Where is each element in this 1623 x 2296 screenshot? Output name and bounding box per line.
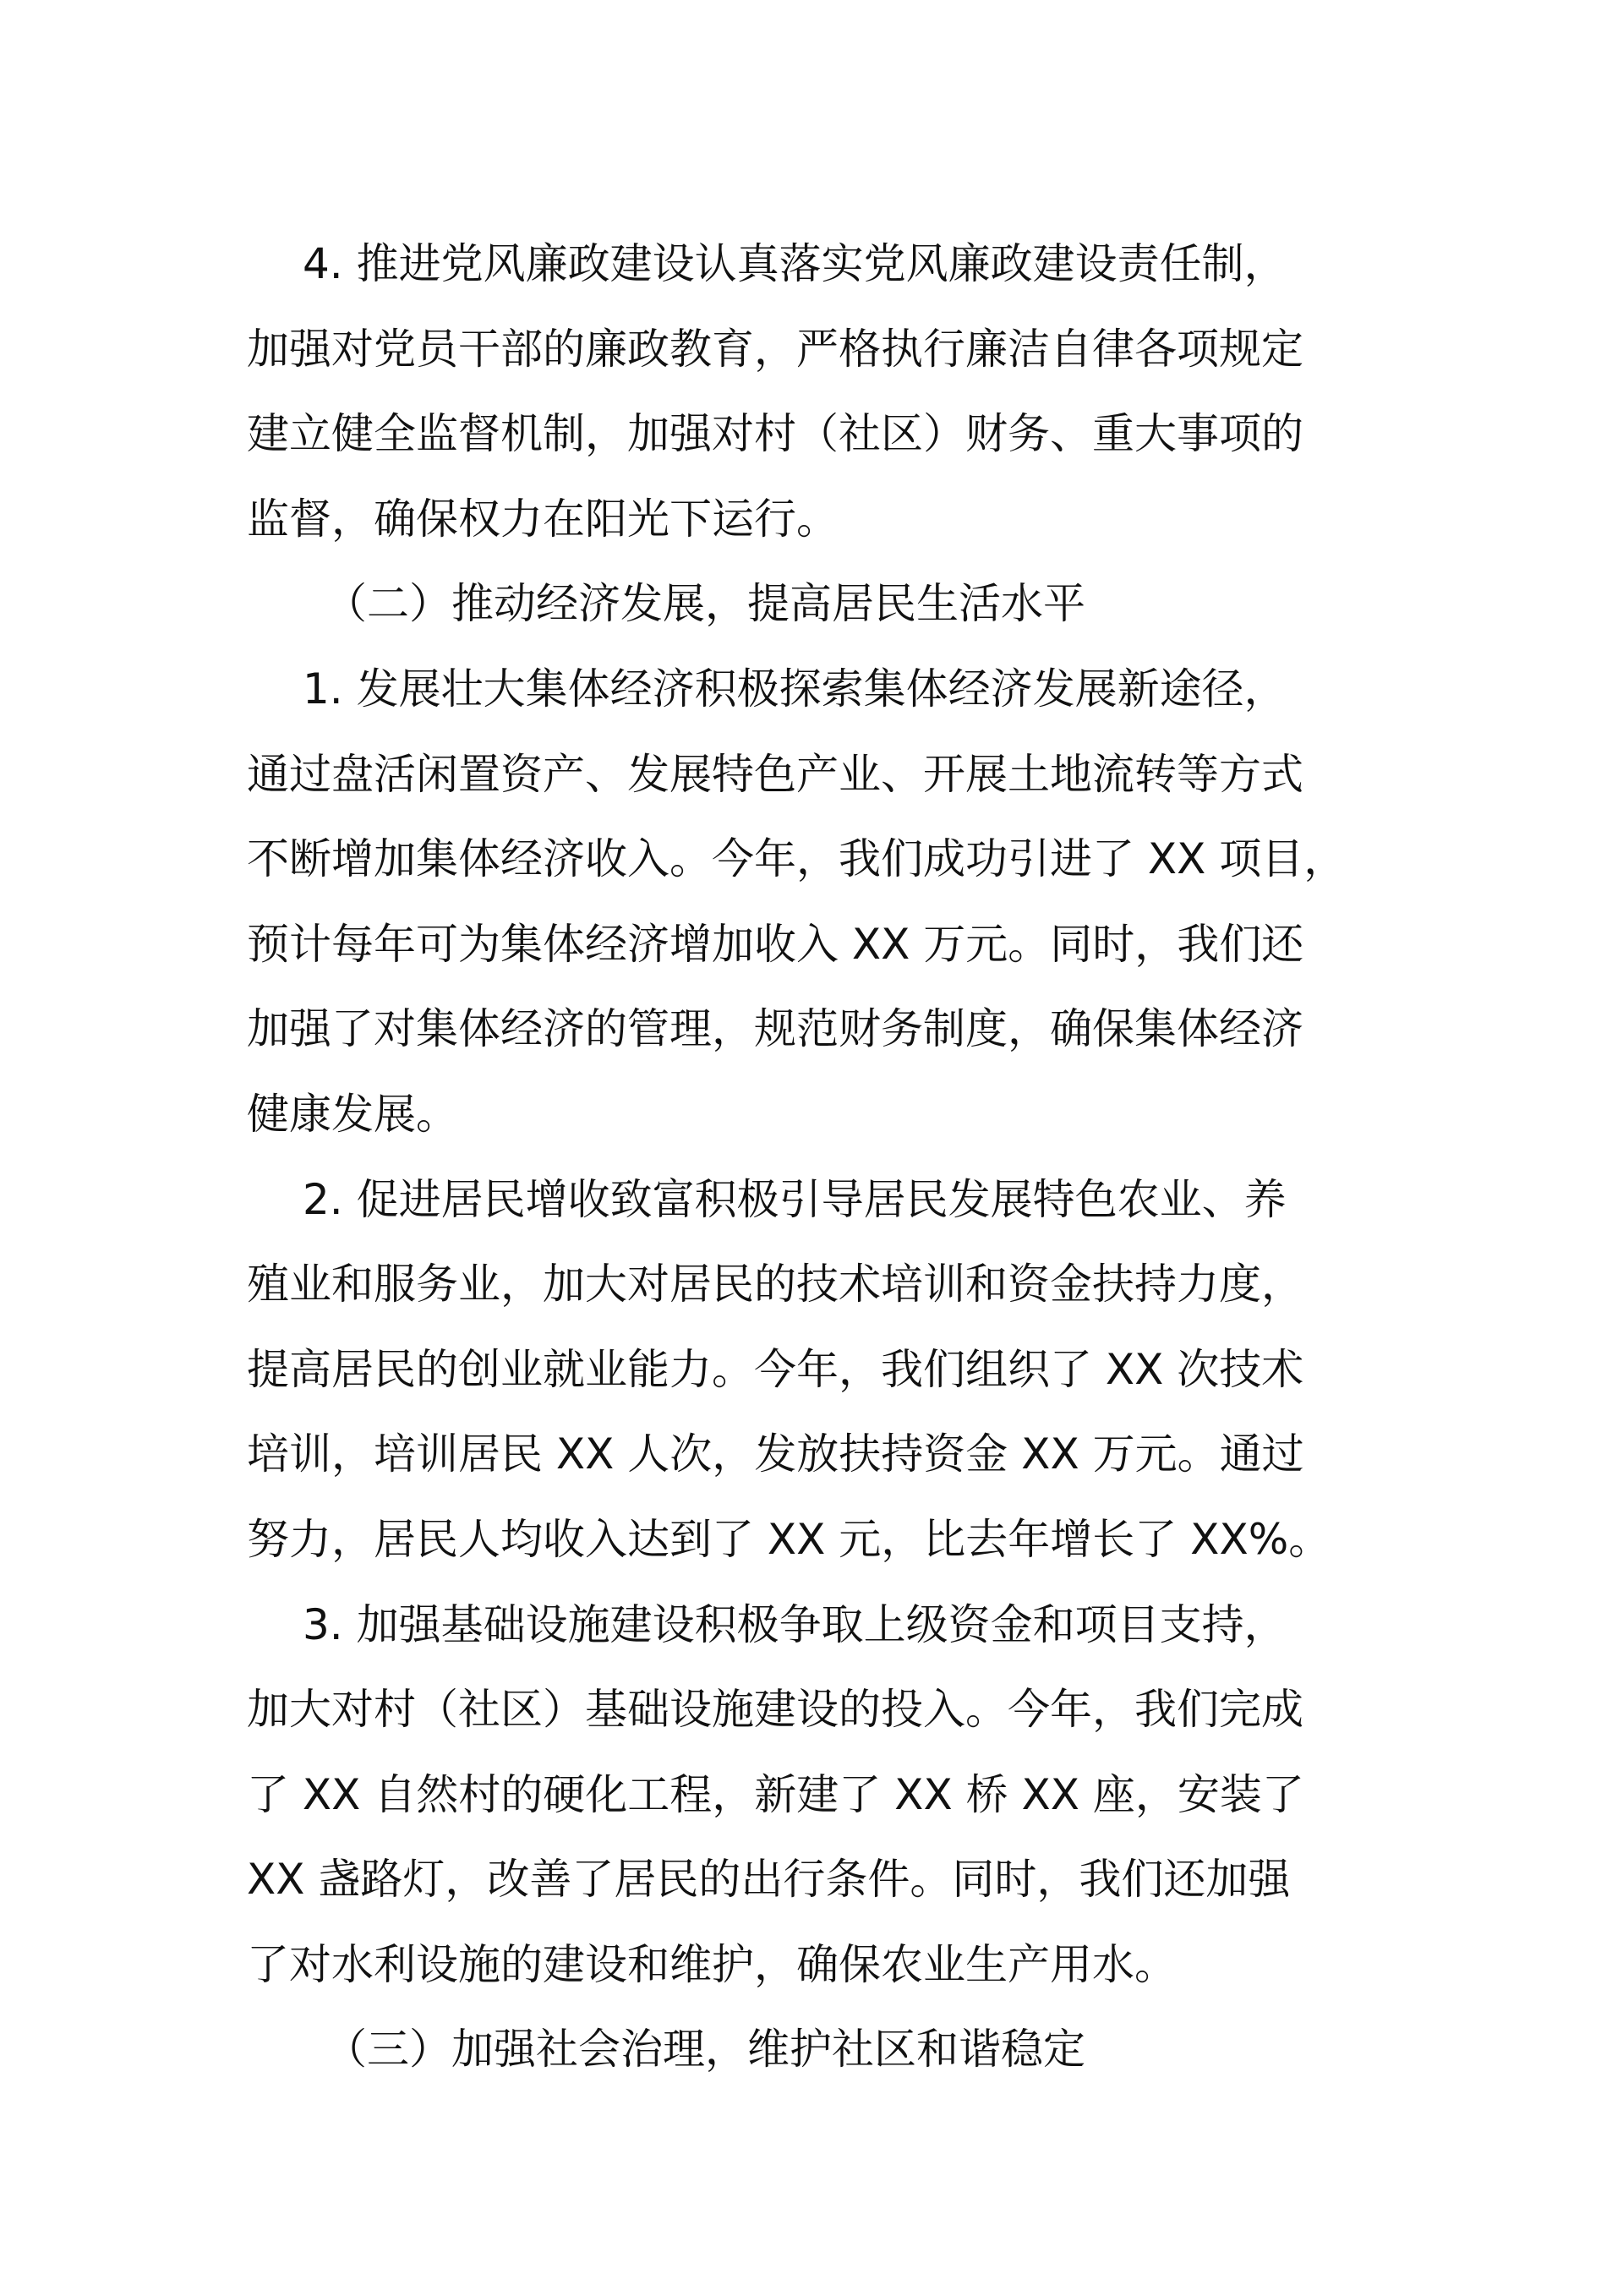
paragraph-line: 培训，培训居民 XX 人次，发放扶持资金 XX 万元。通过 — [247, 1430, 1304, 1479]
paragraph-line: 通过盘活闲置资产、发展特色产业、开展土地流转等方式 — [247, 749, 1303, 799]
paragraph-line: 了对水利设施的建设和维护，确保农业生产用水。 — [247, 1939, 1177, 1989]
paragraph-line: 加强了对集体经济的管理，规范财务制度，确保集体经济 — [247, 1004, 1303, 1054]
paragraph-line: 提高居民的创业就业能力。今年，我们组织了 XX 次技术 — [247, 1344, 1304, 1394]
paragraph-line: 监督，确保权力在阳光下运行。 — [247, 494, 839, 544]
paragraph-line: XX 盏路灯，改善了居民的出行条件。同时，我们还加强 — [247, 1855, 1291, 1905]
paragraph-line: 努力，居民人均收入达到了 XX 元，比去年增长了 XX%。 — [247, 1514, 1331, 1564]
paragraph-line: 了 XX 自然村的硬化工程，新建了 XX 桥 XX 座，安装了 — [247, 1769, 1304, 1819]
paragraph-line: 建立健全监督机制，加强对村（社区）财务、重大事项的 — [247, 409, 1303, 459]
paragraph-line: 1. 发展壮大集体经济积极探索集体经济发展新途径， — [303, 664, 1287, 713]
paragraph-line: 预计每年可为集体经济增加收入 XX 万元。同时，我们还 — [247, 919, 1304, 969]
paragraph-line: 不断增加集体经济收入。今年，我们成功引进了 XX 项目， — [247, 834, 1347, 884]
section-heading: （二）推动经济发展，提高居民生活水平 — [325, 579, 1085, 629]
document-body — [247, 221, 1405, 2092]
paragraph-line: 加大对村（社区）基础设施建设的投入。今年，我们完成 — [247, 1685, 1303, 1735]
paragraph-line: 4. 推进党风廉政建设认真落实党风廉政建设责任制， — [303, 239, 1287, 288]
paragraph-line: 加强对党员干部的廉政教育，严格执行廉洁自律各项规定 — [247, 324, 1303, 374]
section-heading: （三）加强社会治理，维护社区和谐稳定 — [325, 2025, 1085, 2075]
paragraph-line: 3. 加强基础设施建设积极争取上级资金和项目支持， — [303, 1599, 1287, 1649]
paragraph-line: 殖业和服务业，加大对居民的技术培训和资金扶持力度， — [247, 1260, 1303, 1309]
paragraph-line: 健康发展。 — [247, 1089, 458, 1139]
paragraph-line: 2. 促进居民增收致富积极引导居民发展特色农业、养 — [303, 1174, 1287, 1224]
